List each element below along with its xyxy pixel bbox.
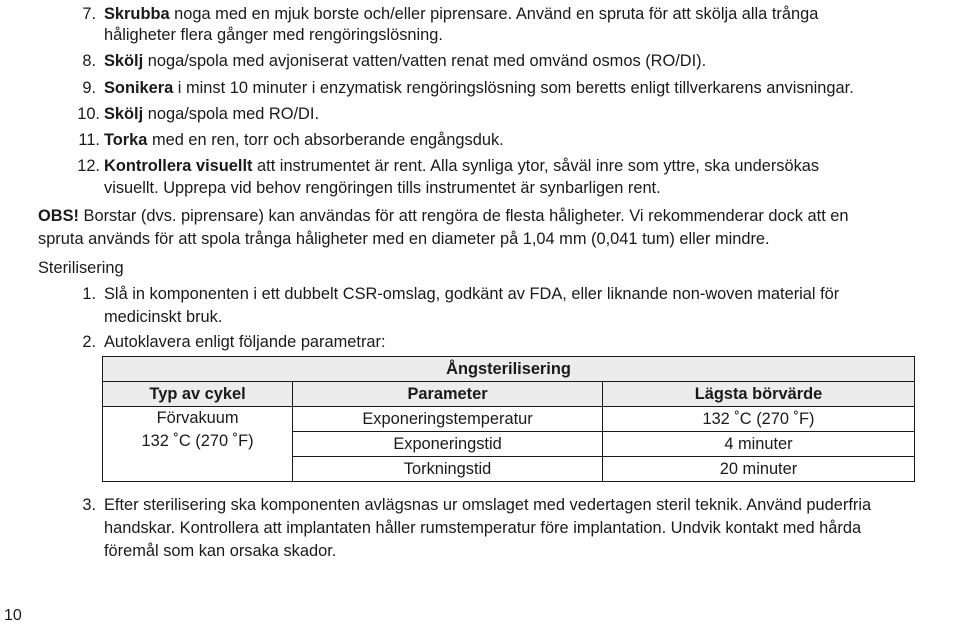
step-text: håligheter flera gånger med rengöringslösning. [104,26,443,44]
step-number: 1. [82,285,96,303]
steam-sterilisation-table [102,356,915,482]
step-number: 12. [77,157,100,175]
step-number: 7. [82,5,96,23]
step-text: i minst 10 minuter i enzymatisk rengöringslösning som beretts enligt tillverkarens anvisningar. [173,79,854,97]
table-cell-value: 4 minuter [602,432,914,457]
step-keyword: Torka [104,131,148,149]
step-text: noga/spola med RO/DI. [143,105,320,123]
step-text: noga med en mjuk borste och/eller piprensare. Använd en spruta för att skölja alla trånga [169,5,819,23]
table-header-parameter: Parameter [293,382,603,407]
table-cell-parameter: Exponeringstemperatur [293,407,603,432]
step-keyword: Skrubba [104,5,170,23]
step-text: Autoklavera enligt följande parametrar: [104,333,386,351]
step-text: föremål som kan orsaka skador. [104,542,337,560]
step-text: Slå in komponenten i ett dubbelt CSR-omslag, godkänt av FDA, eller liknande non-woven material för [104,285,840,303]
step-text: visuellt. Upprepa vid behov rengöringen tills instrumentet är synbarligen rent. [104,179,661,197]
step-text: med en ren, torr och absorberande engångsduk. [147,131,504,149]
step-number: 10. [77,105,100,123]
step-text: medicinskt bruk. [104,308,223,326]
table-cell-value: 20 minuter [602,457,914,482]
step-number: 9. [82,79,96,97]
step-number: 8. [82,52,96,70]
table-title: Ångsterilisering [103,357,915,382]
table-cell-parameter: Torkningstid [293,457,603,482]
step-number: 3. [82,496,96,514]
obs-text: Borstar (dvs. piprensare) kan användas för att rengöra de flesta håligheter. Vi rekommenderar dock att en [78,207,849,225]
table-row [103,407,915,432]
step-number: 11. [78,131,100,149]
step-keyword: Skölj [104,105,144,123]
table-header-cycle: Typ av cykel [103,382,293,407]
section-heading: Sterilisering [38,259,124,277]
obs-label: OBS! [38,207,79,225]
table-header-min-value: Lägsta börvärde [602,382,914,407]
step-keyword: Kontrollera visuellt [104,157,253,175]
step-text: noga/spola med avjoniserat vatten/vatten renat med omvänd osmos (RO/DI). [143,52,707,70]
table-cell-cycle: Förvakuum 132 ˚C (270 ˚F) [103,407,293,482]
step-text: handskar. Kontrollera att implantaten håller rumstemperatur före implantation. Undvik kontakt med hårda [104,519,862,537]
step-keyword: Sonikera [104,79,174,97]
step-keyword: Skölj [104,52,144,70]
page-number: 10 [4,607,22,624]
step-text: Efter sterilisering ska komponenten avlägsnas ur omslaget med vedertagen steril teknik. Använd puderfria [104,496,872,514]
obs-text: spruta används för att spola trånga håligheter med en diameter på 1,04 mm (0,041 tum) eller mindre. [38,230,770,248]
step-number: 2. [82,333,96,351]
table-cell-parameter: Exponeringstid [293,432,603,457]
step-text: att instrumentet är rent. Alla synliga ytor, såväl inre som yttre, ska undersökas [252,157,820,175]
table-cell-value: 132 ˚C (270 ˚F) [602,407,914,432]
